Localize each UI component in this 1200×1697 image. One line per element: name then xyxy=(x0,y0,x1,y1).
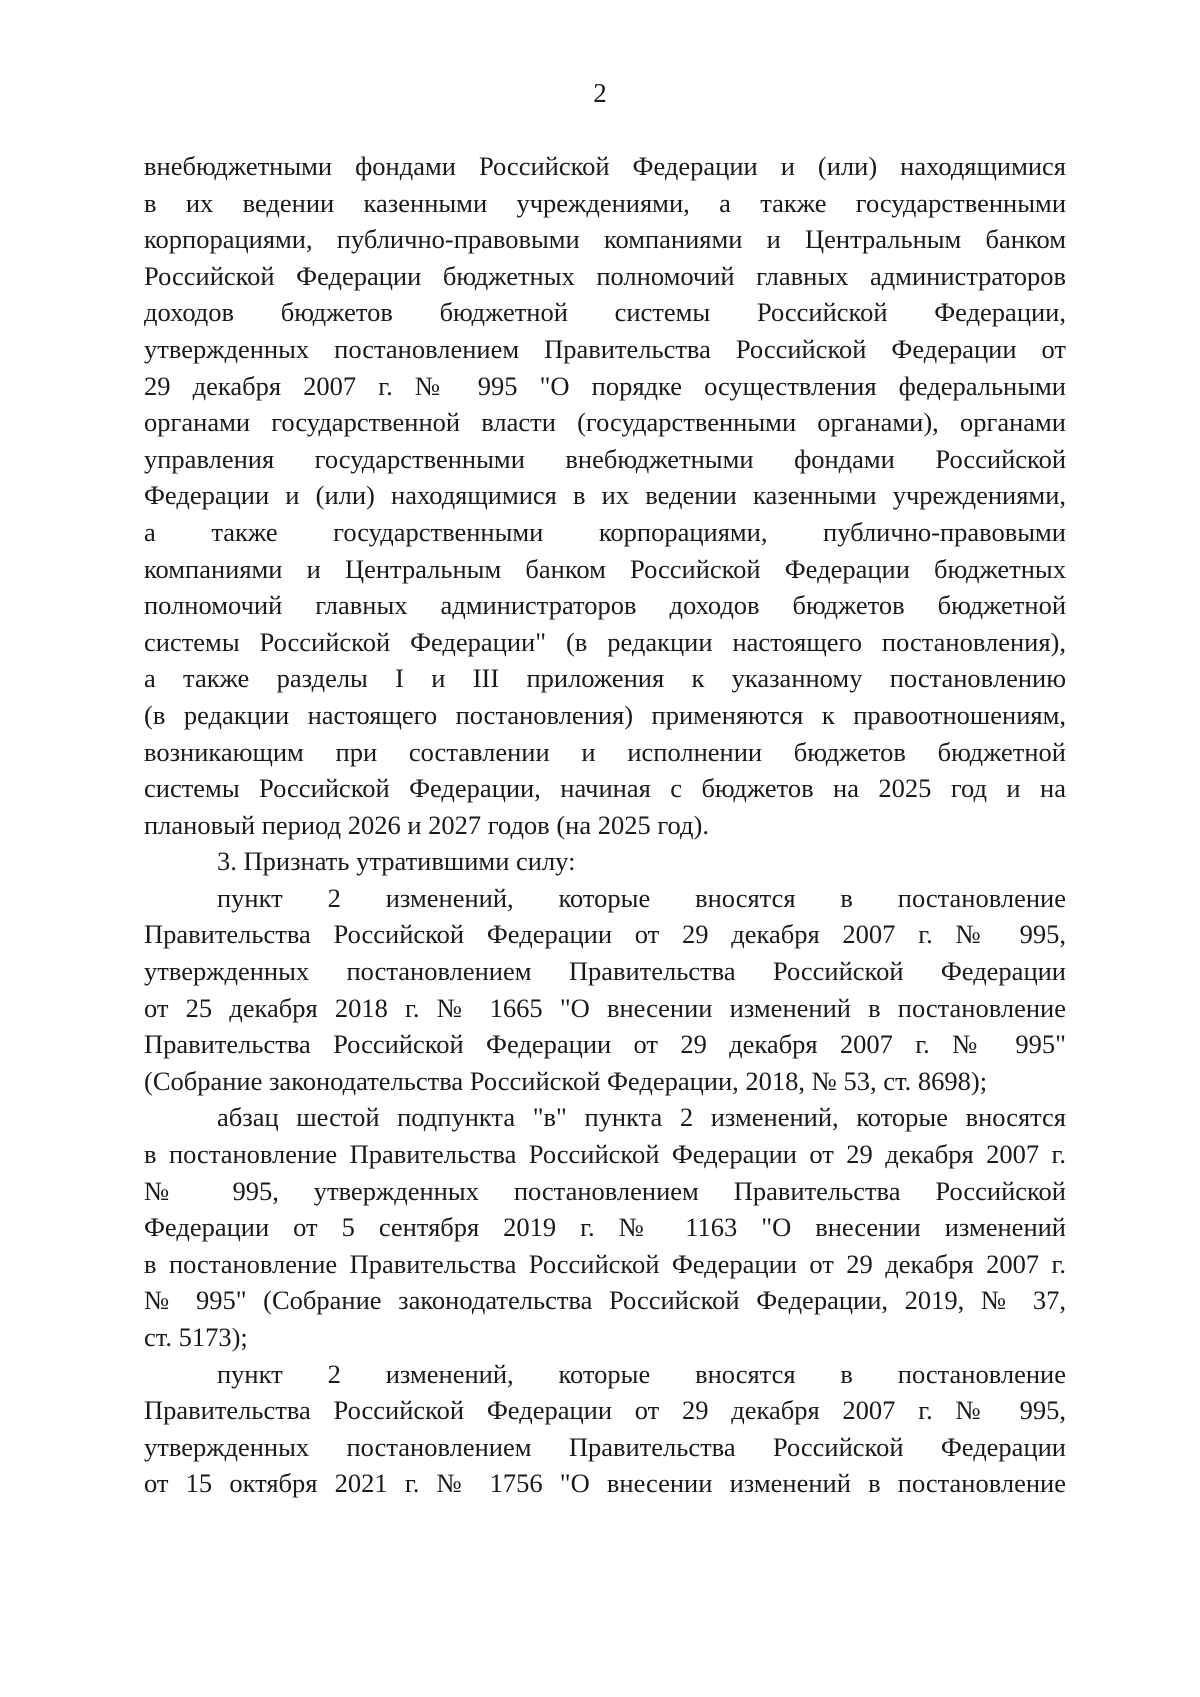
text-line: а также разделы I и III приложения к указанному постановлению xyxy=(144,663,1066,694)
text-line: возникающим при составлении и исполнении бюджетов бюджетной xyxy=(144,736,1066,767)
text-line: утвержденных постановлением Правительства Российской Федерации xyxy=(144,1431,1066,1462)
text-line: Российской Федерации бюджетных полномочий главных администраторов xyxy=(144,260,1066,291)
text-line: Федерации и (или) находящимися в их ведении казенными учреждениями, xyxy=(144,480,1066,511)
text-line: (Собрание законодательства Российской Федерации, 2018, № 53, ст. 8698); xyxy=(144,1065,988,1096)
text-line: Правительства Российской Федерации от 29 декабря 2007 г. № 995, xyxy=(144,1395,1066,1426)
text-line: Правительства Российской Федерации от 29 декабря 2007 г. № 995, xyxy=(144,919,1066,950)
text-line: компаниями и Центральным банком Российской Федерации бюджетных xyxy=(144,553,1066,584)
text-line: абзац шестой подпункта "в" пункта 2 изменений, которые вносятся xyxy=(217,1102,1066,1133)
document-body xyxy=(144,148,1066,1502)
text-line: пункт 2 изменений, которые вносятся в постановление xyxy=(217,882,1066,913)
text-line: системы Российской Федерации, начиная с бюджетов на 2025 год и на xyxy=(144,773,1066,804)
text-line: системы Российской Федерации" (в редакции настоящего постановления), xyxy=(144,626,1066,657)
text-line: Федерации от 5 сентября 2019 г. № 1163 "О внесении изменений xyxy=(144,1212,1066,1243)
text-line: пункт 2 изменений, которые вносятся в постановление xyxy=(217,1358,1066,1389)
text-line: от 25 декабря 2018 г. № 1665 "О внесении изменений в постановление xyxy=(144,992,1066,1023)
text-line: № 995, утвержденных постановлением Правительства Российской xyxy=(144,1175,1066,1206)
text-line: в постановление Правительства Российской Федерации от 29 декабря 2007 г. xyxy=(144,1248,1066,1279)
text-line: управления государственными внебюджетными фондами Российской xyxy=(144,443,1066,474)
text-line: от 15 октября 2021 г. № 1756 "О внесении изменений в постановление xyxy=(144,1468,1066,1499)
text-line: (в редакции настоящего постановления) применяются к правоотношениям, xyxy=(144,699,1066,730)
text-line: доходов бюджетов бюджетной системы Российской Федерации, xyxy=(144,297,1066,328)
text-line: утвержденных постановлением Правительства Российской Федерации от xyxy=(144,333,1066,364)
text-line: органами государственной власти (государственными органами), органами xyxy=(144,407,1066,438)
text-line: корпорациями, публично-правовыми компаниями и Центральным банком xyxy=(144,224,1066,255)
text-line: Правительства Российской Федерации от 29 декабря 2007 г. № 995" xyxy=(144,1029,1066,1060)
text-line: 3. Признать утратившими силу: xyxy=(217,846,576,877)
text-line: в их ведении казенными учреждениями, а также государственными xyxy=(144,187,1066,218)
text-line: плановый период 2026 и 2027 годов (на 2025 год). xyxy=(144,809,709,840)
text-line: № 995" (Собрание законодательства Российской Федерации, 2019, № 37, xyxy=(144,1285,1066,1316)
text-line: внебюджетными фондами Российской Федерации и (или) находящимися xyxy=(144,151,1066,181)
page-number: 2 xyxy=(593,78,607,108)
text-line: а также государственными корпорациями, публично-правовыми xyxy=(144,516,1066,547)
text-line: полномочий главных администраторов доходов бюджетов бюджетной xyxy=(144,590,1066,621)
text-line: 29 декабря 2007 г. № 995 "О порядке осуществления федеральными xyxy=(144,370,1066,401)
text-line: утвержденных постановлением Правительства Российской Федерации xyxy=(144,956,1066,987)
text-line: ст. 5173); xyxy=(144,1322,248,1352)
text-line: в постановление Правительства Российской Федерации от 29 декабря 2007 г. xyxy=(144,1139,1066,1170)
